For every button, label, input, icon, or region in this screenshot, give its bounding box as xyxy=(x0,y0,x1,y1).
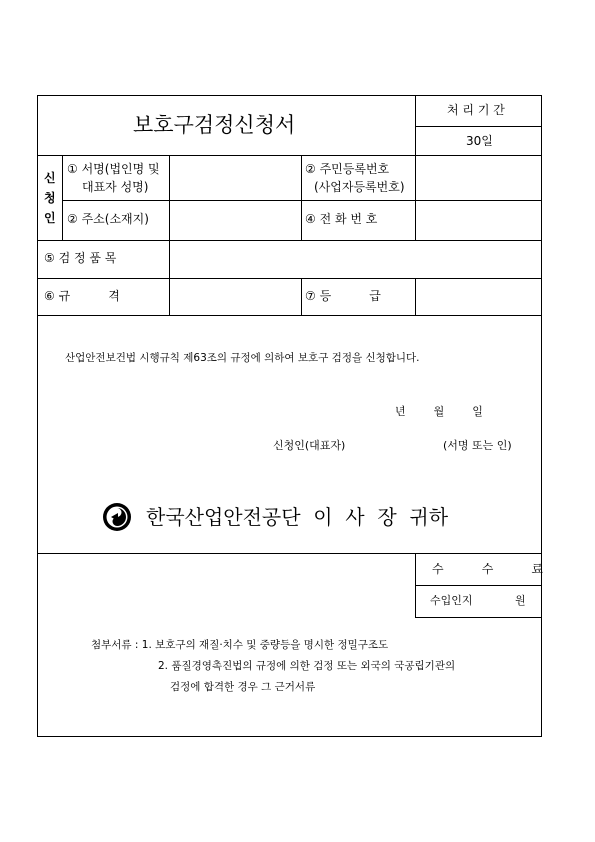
rule-fee-left xyxy=(415,553,416,617)
rule-col-value2-spec xyxy=(415,278,416,315)
rule-col-label2 xyxy=(301,155,302,240)
name-label-line2: 대표자 성명) xyxy=(82,180,149,194)
application-statement: 산업안전보건법 시행규칙 제63조의 규정에 의하여 보호구 검정을 신청합니다. xyxy=(65,352,420,364)
applicant-side-char-1: 신 xyxy=(44,171,56,185)
inspection-item-label: ⑤ 검 정 품 목 xyxy=(44,251,117,265)
kosha-logo xyxy=(102,502,132,532)
attachments-item2-line2: 검정에 합격한 경우 그 근거서류 xyxy=(170,681,316,693)
fee-unit: 원 xyxy=(515,594,526,607)
phone-label: ④ 전 화 번 호 xyxy=(305,212,378,226)
rule-applicant-mid xyxy=(62,200,542,201)
grade-label: ⑦ 등 급 xyxy=(305,289,381,303)
id-number-label-line2: (사업자등록번호) xyxy=(314,180,405,194)
rule-fee-mid xyxy=(415,585,542,586)
rule-col-value1 xyxy=(169,155,170,315)
rule-title-right xyxy=(415,95,416,155)
applicant-side-char-3: 인 xyxy=(44,211,56,225)
applicant-side-char-2: 청 xyxy=(44,191,56,205)
rule-title-bottom xyxy=(37,155,542,156)
fee-label: 수 수 료 xyxy=(432,562,544,576)
rule-spec-bottom xyxy=(37,315,542,316)
signature-note: (서명 또는 인) xyxy=(443,439,512,452)
attachments-item2-line1: 2. 품질경영촉진법의 규정에 의한 검정 또는 외국의 국공립기관의 xyxy=(158,660,456,672)
rule-statement-bottom xyxy=(37,553,542,554)
attachments-label: 첨부서류 : 1. 보호구의 재질·치수 및 중량등을 명시한 정밀구조도 xyxy=(91,639,389,651)
processing-period-label: 처 리 기 간 xyxy=(447,103,505,117)
specification-label: ⑥ 규 격 xyxy=(44,289,120,303)
form-title: 보호구검정신청서 xyxy=(133,113,296,137)
rule-applicant-bottom xyxy=(37,240,542,241)
rule-side-label xyxy=(62,155,63,240)
date-line: 년 월 일 xyxy=(395,405,483,418)
revenue-stamp-label: 수입인지 xyxy=(430,594,473,607)
rule-col-value2 xyxy=(415,155,416,240)
address-label: ② 주소(소재지) xyxy=(67,212,149,226)
rule-col-label2-spec xyxy=(301,278,302,315)
rule-item-bottom xyxy=(37,278,542,279)
processing-period-value: 30일 xyxy=(466,134,493,148)
rule-fee-bottom xyxy=(415,617,542,618)
id-number-label-line1: ② 주민등록번호 xyxy=(305,162,390,176)
addressee: 한국산업안전공단 이 사 장 귀하 xyxy=(146,505,449,529)
name-label-line1: ① 서명(법인명 및 xyxy=(67,162,160,176)
signer-label: 신청인(대표자) xyxy=(273,439,346,452)
rule-processing-mid xyxy=(415,126,542,127)
